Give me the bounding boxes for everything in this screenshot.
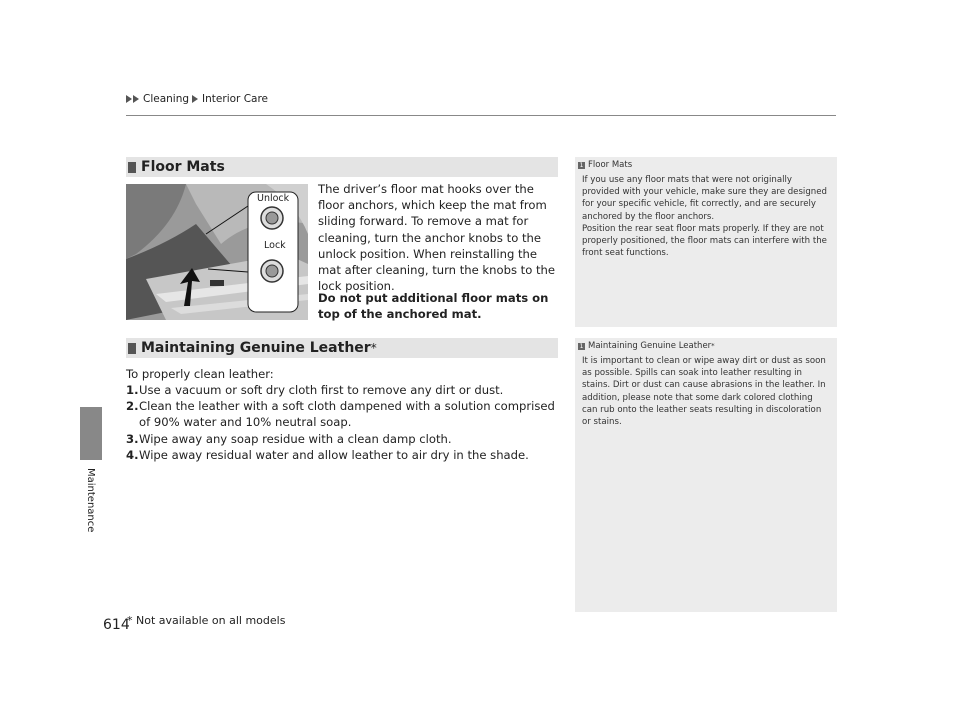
note-box-floor-mats <box>575 157 837 327</box>
note-paragraph: If you use any floor mats that were not originally provided with your vehicle, make sure they are designed for your specific vehicle, fit correctly, and are securely anchored by the floor anchors. <box>582 175 827 222</box>
chapter-label <box>84 468 98 538</box>
lock-label: Lock <box>264 240 286 251</box>
footnote: * Not available on all models <box>127 614 286 627</box>
note-paragraph: Position the rear seat floor mats properly. If they are not properly positioned, the floor mats can interfere with the front seat functions. <box>582 223 827 259</box>
note-title <box>578 160 837 170</box>
footnote-mark: * <box>711 342 715 350</box>
section-title: Maintaining Genuine Leather <box>141 340 371 356</box>
header-rule <box>126 115 836 116</box>
list-item: 1. Use a vacuum or soft dry cloth first to remove any dirt or dust. <box>126 383 504 397</box>
floor-mats-body: The driver’s floor mat hooks over the floor anchors, which keep the mat from sliding forward. To remove a mat for cleaning, turn the anchor knobs to the unlock position. When reinstalling the mat after cleaning, turn the knobs to the lock position. <box>318 182 556 294</box>
note-title-text: Maintaining Genuine Leather <box>588 341 712 351</box>
note-title-text: Floor Mats <box>588 160 633 170</box>
list-item: 3. Wipe away any soap residue with a clean damp cloth. <box>126 431 452 446</box>
leather-steps <box>126 382 558 463</box>
section-header-leather <box>126 338 558 358</box>
section-title: Floor Mats <box>141 159 225 175</box>
note-marker-icon: 1 <box>579 161 584 169</box>
breadcrumb-arrow-icon <box>126 95 132 103</box>
note-box-leather <box>575 338 837 612</box>
section-square-icon <box>128 162 136 173</box>
breadcrumb-item-cleaning[interactable]: Cleaning <box>143 93 190 105</box>
floor-mat-illustration <box>126 184 308 320</box>
note-marker-icon: 1 <box>579 342 584 350</box>
list-item: 4. Wipe away residual water and allow leather to air dry in the shade. <box>126 447 529 462</box>
breadcrumb <box>126 93 268 105</box>
chapter-label-text: Maintenance <box>85 468 96 533</box>
breadcrumb-arrow-icon <box>192 95 198 103</box>
breadcrumb-arrow-icon <box>133 95 139 103</box>
note-title <box>578 341 837 351</box>
section-header-floor-mats <box>126 157 558 177</box>
leather-intro: To properly clean leather: <box>126 367 274 381</box>
note-body <box>582 174 829 259</box>
breadcrumb-item-interior-care[interactable]: Interior Care <box>202 93 268 105</box>
footnote-mark: * <box>370 341 377 355</box>
section-square-icon <box>128 343 136 354</box>
unlock-label: Unlock <box>257 193 290 204</box>
chapter-tab[interactable] <box>80 407 102 460</box>
note-body: It is important to clean or wipe away dirt or dust as soon as possible. Spills can soak into leather resulting in stains. Dirt or dust can cause abrasions in the leather. In addition, please note that some dark colored clothing can rub onto the leather seats resulting in discoloration or stains. <box>582 356 826 428</box>
page-number: 614 <box>103 617 130 633</box>
list-item: 2. Clean the leather with a soft cloth dampened with a solution comprised of 90% water and 10% neutral soap. <box>126 399 555 430</box>
floor-mats-warning: Do not put additional floor mats on top of the anchored mat. <box>318 291 549 322</box>
